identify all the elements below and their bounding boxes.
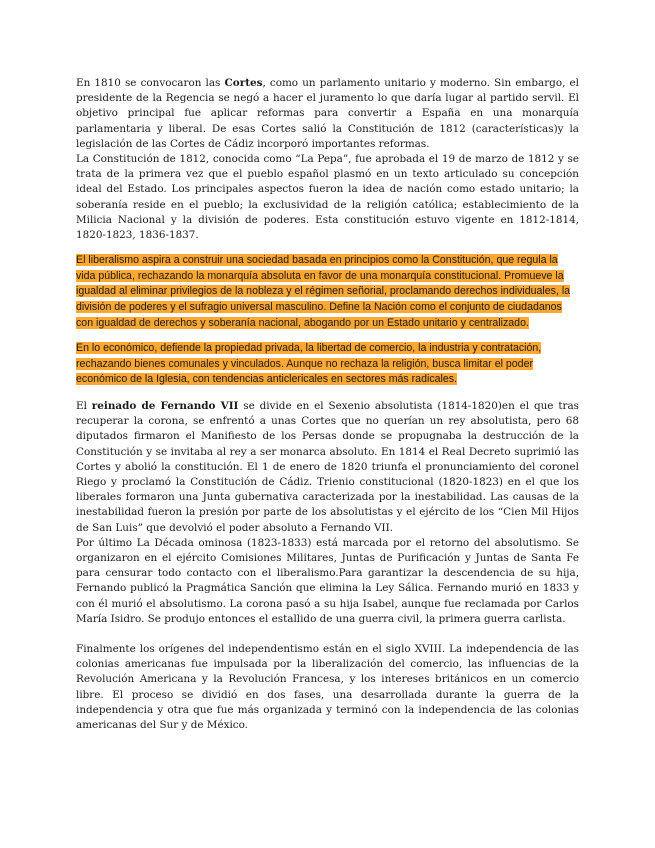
- paragraph-cortes-body: , como un parlamento unitario y moderno. Sin embargo, el presidente de la Regencia se negó a hacer el juramento lo que daría lugar al partido servil. El objetivo principal fue aplicar reformas para convertir a España en una monarquía parlamentaria y liberal. De esas Cortes salió la Constitución de 1812 (características)y la legislación de las Cortes de Cádiz incorporó importantes reformas.: [76, 77, 579, 150]
- paragraph-decada-ominosa: Por último La Década ominosa (1823-1833) está marcada por el retorno del absolutismo. Se organizaron en el ejército Comisiones Militares, Juntas de Purificación y Juntas de Santa Fe para censurar todo contacto con el liberalismo.Para garantizar la descendencia de su hija, Fernando publicó la Pragmática Sanción que elimina la Ley Sálica. Fernando murió en 1833 y con él murió el absolutismo. La corona pasó a su hija Isabel, aunque fue reclamada por Carlos María Isidro. Se produjo entonces el estallido de una guerra civil, la primera guerra carlista.: [76, 536, 579, 625]
- document-page: [76, 76, 579, 733]
- highlighted-paragraph-economia: [76, 341, 579, 388]
- paragraph-cortes: [76, 76, 579, 152]
- spacer: [76, 331, 579, 341]
- paragraph-constitucion-1812: La Constitución de 1812, conocida como “La Pepa”, fue aprobada el 19 de marzo de 1812 y se trata de la primera vez que el pueblo español plasmó en un texto articulado su concepción ideal del Estado. Los principales aspectos fueron la idea de nación como estado unitario; la soberanía reside en el pueblo; la exclusividad de la religión católica; establecimiento de la Milicia Nacional y la división de poderes. Esta constitución estuvo vigente en 1812-1814, 1820-1823, 1836-1837.: [76, 153, 579, 242]
- paragraph-fernando-vii: [76, 399, 579, 536]
- paragraph-independentismo: Finalmente los orígenes del independentismo están en el siglo XVIII. La independencia de las colonias americanas fue impulsada por la liberalización del comercio, las influencias de la Revolución Americana y la Revolución Francesa, y los intereses británicos en un comercio libre. El proceso se dividió en dos fases, una desarrollada durante la guerra de la independencia y otra que fue más organizada y terminó con la independencia de las colonias americanas del Sur y de México.: [76, 643, 579, 732]
- spacer: [76, 388, 579, 399]
- fernando-bold-term: reinado de Fernando VII: [91, 399, 239, 412]
- paragraph-fernando-intro: El: [76, 399, 92, 412]
- spacer: [76, 627, 579, 642]
- spacer: [76, 243, 579, 253]
- paragraph-cortes-intro: En 1810 se convocaron las: [76, 77, 225, 89]
- highlighted-text-liberalismo: El liberalismo aspira a construir una sociedad basada en principios como la Constitución, que regula la vida pública, rechazando la monarquía absoluta en favor de una monarquía constitucional. Promueve la igualdad al eliminar privilegios de la nobleza y el régimen señorial, proclamando derechos individuales, la división de poderes y el sufragio universal masculino. Define la Nación como el conjunto de ciudadanos con igualdad de derechos y soberanía nacional, abogando por un Estado unitario y centralizado.: [76, 254, 571, 329]
- cortes-bold-term: Cortes: [224, 77, 263, 89]
- highlighted-text-economia: En lo económico, defiende la propiedad privada, la libertad de comercio, la industria y contratación, rechazando bienes comunales y vinculados. Aunque no rechaza la religión, busca limitar el poder económico de la Iglesia, con tendencias anticlericales en sectores más radicales.: [76, 342, 542, 386]
- paragraph-fernando-body: se divide en el Sexenio absolutista (1814-1820)en el que tras recuperar la corona, se enfrentó a unas Cortes que no querían un rey absolutista, pero 68 diputados firmaron el Manifiesto de los Persas donde se propugnaba la destrucción de la Constitución y se invitaba al rey a ser monarca absoluto. En 1814 el Real Decreto suprimió las Cortes y abolió la constitución. El 1 de enero de 1820 triunfa el pronunciamiento del coronel Riego y proclamó la Constitución de Cádiz. Trienio constitucional (1820-1823) en el que los liberales formaron una Junta gubernativa caracterizada por la inestabilidad. Las causas de la inestabilidad fueron la presión por parte de los absolutistas y el ejército de los “Cien Mil Hijos de San Luis” que devolvió el poder absoluto a Fernando VII.: [76, 399, 579, 534]
- highlighted-paragraph-liberalismo: [76, 253, 579, 331]
